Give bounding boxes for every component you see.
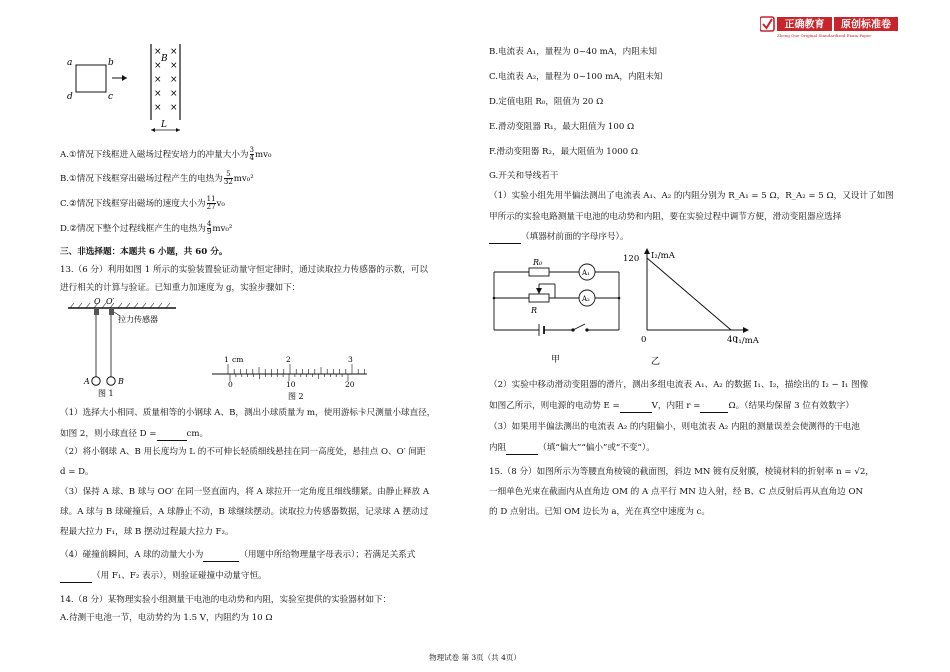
svg-text:×: × [170, 89, 178, 99]
ammeter-A2: A₂ [582, 295, 590, 303]
svg-text:×: × [154, 103, 162, 113]
q14-p1-line-1: （1）实验小组先用半偏法测出了电流表 A₁、A₂ 的内阻分别为 R_A₁ = 5 Ω，R_A₂ = 5 Ω，又设计了如图 [489, 191, 894, 201]
label-L: L [161, 120, 167, 130]
q15-line-2: 一细单色光束在截面内从直角边 OM 的 A 点平行 MN 边入射，经 B、C 点反射后再从直角边 ON [489, 487, 864, 497]
q15-line-1: 15.（8 分）如图所示为等腰直角棱镜的截面图，斜边 MN 镀有反射膜，棱镜材料的折射率 n = √2， [489, 467, 874, 477]
q13-line-2: 进行相关的计算与验证。已知重力加速度为 g，实验步骤如下： [60, 283, 301, 293]
q13-p3-line-2: 球。A 球与 B 球碰撞后，A 球静止不动，B 球继续摆动。读取拉力传感器数据，记录球 A 摆动过 [60, 507, 429, 517]
q13-p1-line-1: （1）选择大小相同、质量相等的小钢球 A、B，测出小球质量为 m，使用游标卡尺测量小球直径， [60, 408, 436, 418]
chart-I2-vs-I1 [617, 244, 767, 368]
blank-relation[interactable] [60, 570, 92, 583]
logo-brand: 正确教育 [784, 19, 825, 31]
label-ball-A: A [84, 377, 90, 386]
svg-text:×: × [170, 75, 178, 85]
label-O-prime: O′ [106, 298, 115, 306]
figure-frame-field [60, 40, 200, 140]
option-a: A.①情况下线框进入磁场过程安培力的冲量大小为 $\frac{3}{4}$ mv₀ [60, 146, 272, 162]
figure-1-caption: 图 1 [98, 389, 114, 398]
label-O: O [94, 298, 101, 306]
figure-1-pendulum [68, 298, 178, 400]
blank-emf[interactable] [620, 400, 652, 413]
q14-option-c: C.电流表 A₂，量程为 0~100 mA，内阻未知 [489, 72, 663, 82]
chart-tick-y-120: 120 [623, 254, 640, 264]
chart-tick-x-40: 40 [727, 335, 738, 345]
svg-text:×: × [170, 103, 178, 113]
logo-tag: 原创标准卷 [841, 19, 891, 31]
logo-subtitle: Zheng Que Original Standardized Exam Paper [777, 33, 872, 38]
main-scale-ticks [228, 364, 364, 374]
q13-p3-line-1: （3）保持 A 球、B 球与 OO′ 在同一竖直面内，将 A 球拉开一定角度且细线绷紧。由静止释放 A [60, 487, 430, 497]
vernier-0: 0 [228, 380, 233, 389]
option-d: D.②情况下整个过程线框产生的电热为 $\frac{4}{9}$ mv₀² [60, 220, 233, 236]
svg-text:×: × [154, 47, 162, 57]
q14-option-d: D.定值电阻 R₀，阻值为 20 Ω [489, 97, 604, 107]
blank-momentum[interactable] [203, 549, 239, 562]
q14-p3-line-1: （3）如果用半偏法测出的电流表 A₂ 的内阻偏小，则电流表 A₂ 内阻的测量误差会使测得的干电池 [489, 422, 860, 432]
right-column [475, 0, 950, 672]
q14-p1-line-3: （填器材前面的字母序号）。 [489, 231, 628, 244]
q13-line-1: 13.（6 分）利用如图 1 所示的实验装置验证动量守恒定律时，通过读取拉力传感器的示数，可以 [60, 265, 428, 275]
vernier-20: 20 [345, 380, 355, 389]
ammeter-A1: A₁ [582, 269, 590, 277]
q13-p1-line-2: 如图 2，则小球直径 D = cm。 [60, 429, 209, 439]
q14-option-b: B.电流表 A₁，量程为 0~40 mA，内阻未知 [489, 47, 657, 57]
q14-option-e: E.滑动变阻器 R₁，最大阻值为 100 Ω [489, 122, 635, 132]
svg-text:×: × [154, 75, 162, 85]
vernier-10: 10 [286, 380, 296, 389]
blank-internal-resistance[interactable] [700, 400, 728, 413]
figure-2-vernier [212, 350, 372, 402]
label-d: d [67, 92, 73, 102]
q14-p3-line-2: 内阻 （填“偏大”“偏小”或“不变”）。 [489, 443, 655, 453]
q13-p2-line-1: （2）将小钢球 A、B 用长度均为 L 的不可伸长轻质细线悬挂在同一高度处，悬挂点 O、O′ 间距 [60, 447, 426, 457]
blank-diameter[interactable] [157, 428, 187, 441]
label-ball-B: B [118, 377, 124, 386]
q13-p3-line-3: 程最大拉力 F₁，球 B 摆动过程最大拉力 F₂。 [60, 527, 234, 537]
q13-p4-line-2: （用 F₁、F₂ 表示），则验证碰撞中动量守恒。 [60, 570, 267, 583]
label-c: c [108, 92, 114, 102]
option-b: B.①情况下线框穿出磁场过程产生的电热为 $\frac{5}{32}$ mv₀² [60, 170, 254, 186]
chart-caption: 乙 [651, 357, 661, 367]
q13-p4-line-1: （4）碰撞前瞬间，A 球的动量大小为 （用题中所给物理量字母表示）；若满足关系式 [60, 550, 416, 560]
q14-option-a: A.待测干电池一节，电动势约为 1.5 V，内阻约为 10 Ω [60, 613, 273, 623]
main-scale-unit: cm [232, 355, 244, 364]
q14-p1-line-2: 甲所示的实验电路测量干电池的电动势和内阻，要在实验过程中调节方便，滑动变阻器应选择 [489, 212, 842, 222]
chart-tick-origin: 0 [641, 335, 647, 345]
page-footer: 物理试卷 第 3页（共 4页） [429, 653, 521, 662]
label-sensor: 拉力传感器 [118, 315, 158, 324]
chart-x-label: I₁/mA [735, 336, 759, 346]
circuit-caption: 甲 [551, 355, 561, 365]
chart-y-label: I₂/mA [651, 251, 675, 261]
svg-text:×: × [154, 89, 162, 99]
blank-error[interactable] [506, 442, 538, 455]
q14-option-f: F.滑动变阻器 R₂，最大阻值为 1000 Ω [489, 147, 638, 157]
wire-frame-square [76, 65, 106, 92]
q14-line-1: 14.（8 分）某物理实验小组测量干电池的电动势和内阻，实验室提供的实验器材如下： [60, 595, 392, 605]
label-b: b [108, 58, 114, 68]
figure-2-caption: 图 2 [288, 392, 304, 401]
label-B: B [161, 54, 168, 64]
q13-p2-line-2: d = D。 [60, 467, 94, 477]
main-scale-3: 3 [348, 355, 353, 364]
q14-option-g: G.开关和导线若干 [489, 171, 559, 181]
label-R0: R₀ [533, 258, 543, 267]
q15-line-3: 的 D 点射出。已知 OM 边长为 a，光在真空中速度为 c。 [489, 507, 710, 517]
section-heading: 三、非选择题：本题共 6 小题，共 60 分。 [60, 247, 228, 257]
svg-text:×: × [170, 47, 178, 57]
svg-text:×: × [170, 61, 178, 71]
option-c: C.②情况下线框穿出磁场的速度大小为 $\frac{11}{27}$ v₀ [60, 195, 225, 211]
label-a: a [67, 58, 73, 68]
label-R: R [531, 306, 538, 315]
chart-series-line [647, 258, 731, 330]
main-scale-2: 2 [286, 355, 291, 364]
q14-p2-line-2: 如图乙所示，则电源的电动势 E = V，内阻 r = Ω。（结果均保留 3 位有效数字） [489, 401, 854, 411]
blank-rheostat[interactable] [489, 231, 521, 244]
circuit-diagram [489, 254, 629, 366]
svg-text:×: × [154, 61, 162, 71]
main-scale-1: 1 [224, 355, 229, 364]
q14-p2-line-1: （2）实验中移动滑动变阻器的滑片，测出多组电流表 A₁、A₂ 的数据 I₁、I₂，描绘出的 I₂ − I₁ 图像 [489, 380, 869, 390]
